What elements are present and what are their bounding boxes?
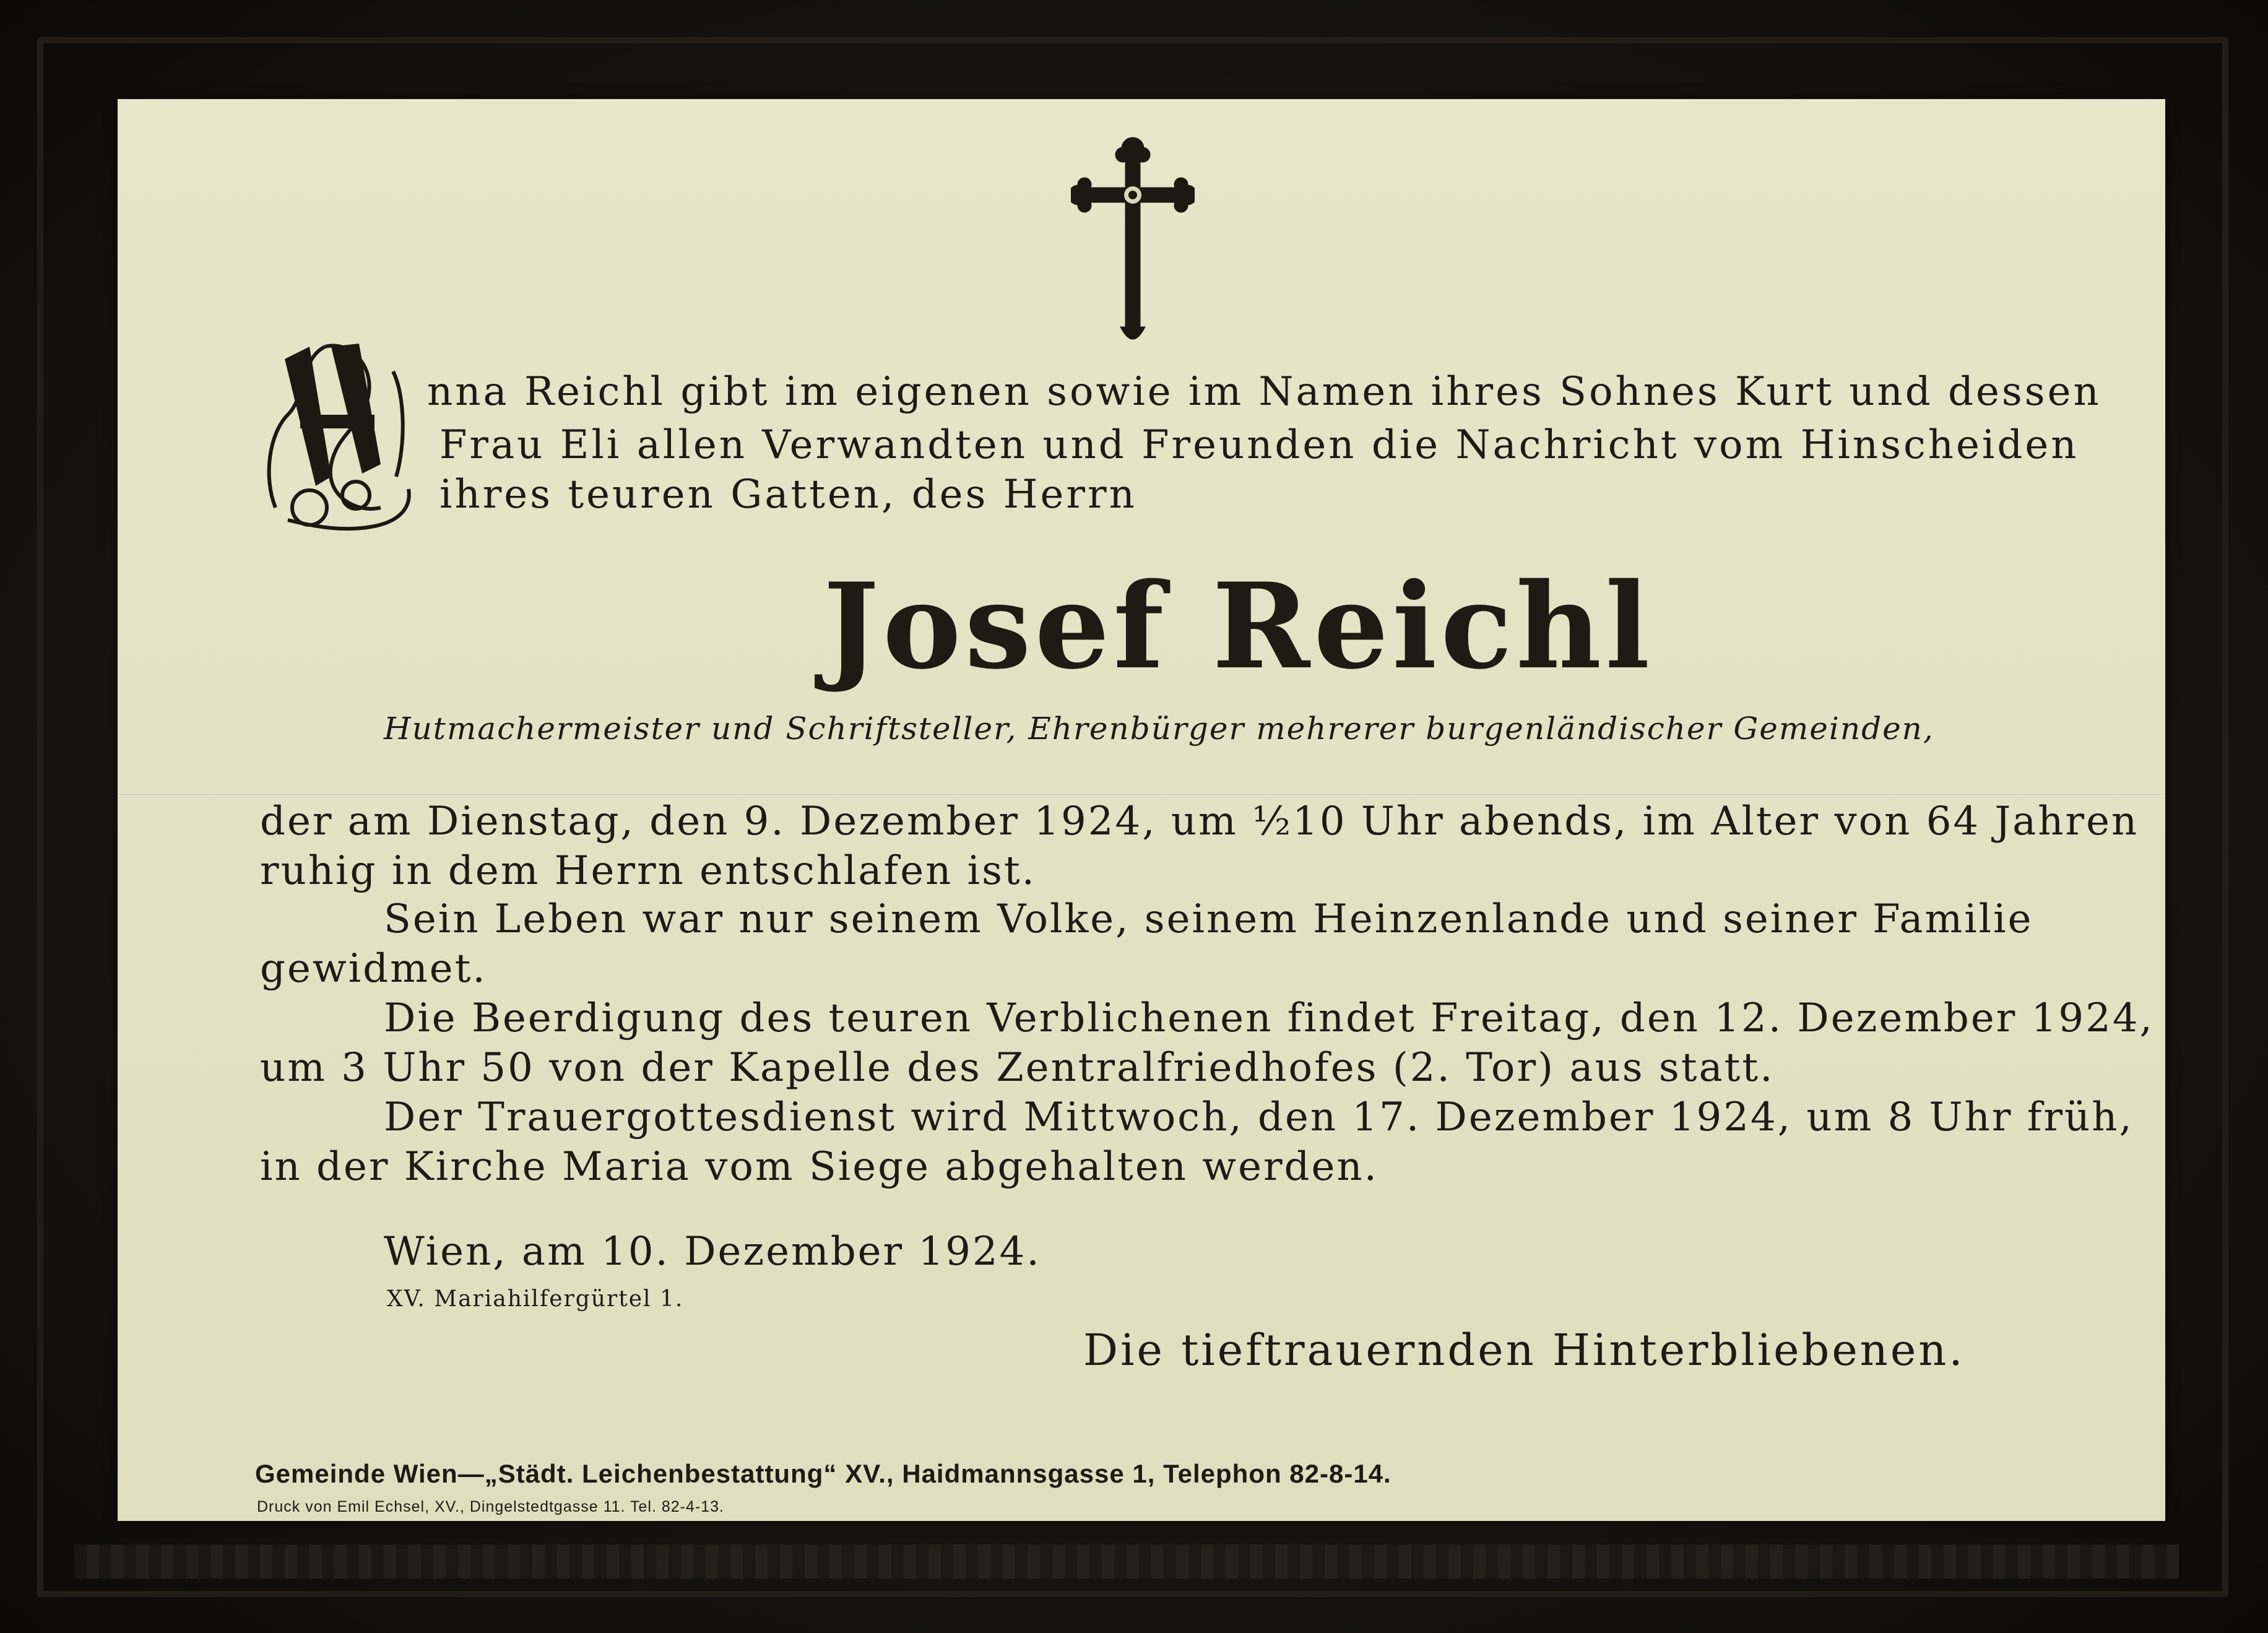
frame-bottom-border — [74, 1544, 2179, 1579]
place-date: Wien, am 10. Dezember 1924. — [384, 1229, 1041, 1275]
intro-line-1: nna Reichl gibt im eigenen sowie im Namen ihres Sohnes Kurt und dessen — [427, 369, 2101, 415]
profession-line: Hutmachermeister und Schriftsteller, Ehrenbürger mehrerer burgenländischer Gemeinden, — [384, 711, 1934, 747]
footer-printer: Druck von Emil Echsel, XV., Dingelstedtgasse 11. Tel. 82-4-13. — [257, 1498, 724, 1515]
intro-line-3: ihres teuren Gatten, des Herrn — [439, 472, 1137, 518]
ornamental-cross-icon — [1071, 135, 1195, 352]
body-line-4: gewidmet. — [260, 946, 487, 992]
footer-funeral-service: Gemeinde Wien—„Städt. Leichenbestattung“ XV., Haidmannsgasse 1, Telephon 82-8-14. — [255, 1459, 1392, 1488]
body-line-6: um 3 Uhr 50 von der Kapelle des Zentralfriedhofes (2. Tor) aus statt. — [260, 1045, 1775, 1091]
body-line-8: in der Kirche Maria vom Siege abgehalten werden. — [260, 1144, 1379, 1190]
body-line-5: Die Beerdigung des teuren Verblichenen findet Freitag, den 12. Dezember 1924, — [384, 995, 2154, 1041]
paper-fold-line — [118, 794, 2165, 798]
signature-line: Die tieftrauernden Hinterbliebenen. — [1083, 1325, 1965, 1375]
body-line-7: Der Trauergottesdienst wird Mittwoch, den 17. Dezember 1924, um 8 Uhr früh, — [384, 1094, 2134, 1140]
body-line-1: der am Dienstag, den 9. Dezember 1924, um ½10 Uhr abends, im Alter von 64 Jahren — [260, 799, 2139, 844]
deceased-name: Josef Reichl — [823, 557, 1654, 695]
decorated-initial-icon — [251, 322, 424, 542]
intro-line-2: Frau Eli allen Verwandten und Freunden die Nachricht vom Hinscheiden — [439, 422, 2079, 468]
body-line-2: ruhig in dem Herrn entschlafen ist. — [260, 848, 1036, 894]
address: XV. Mariahilfergürtel 1. — [387, 1286, 684, 1312]
body-line-3: Sein Leben war nur seinem Volke, seinem Heinzenlande und seiner Familie — [384, 896, 2033, 942]
